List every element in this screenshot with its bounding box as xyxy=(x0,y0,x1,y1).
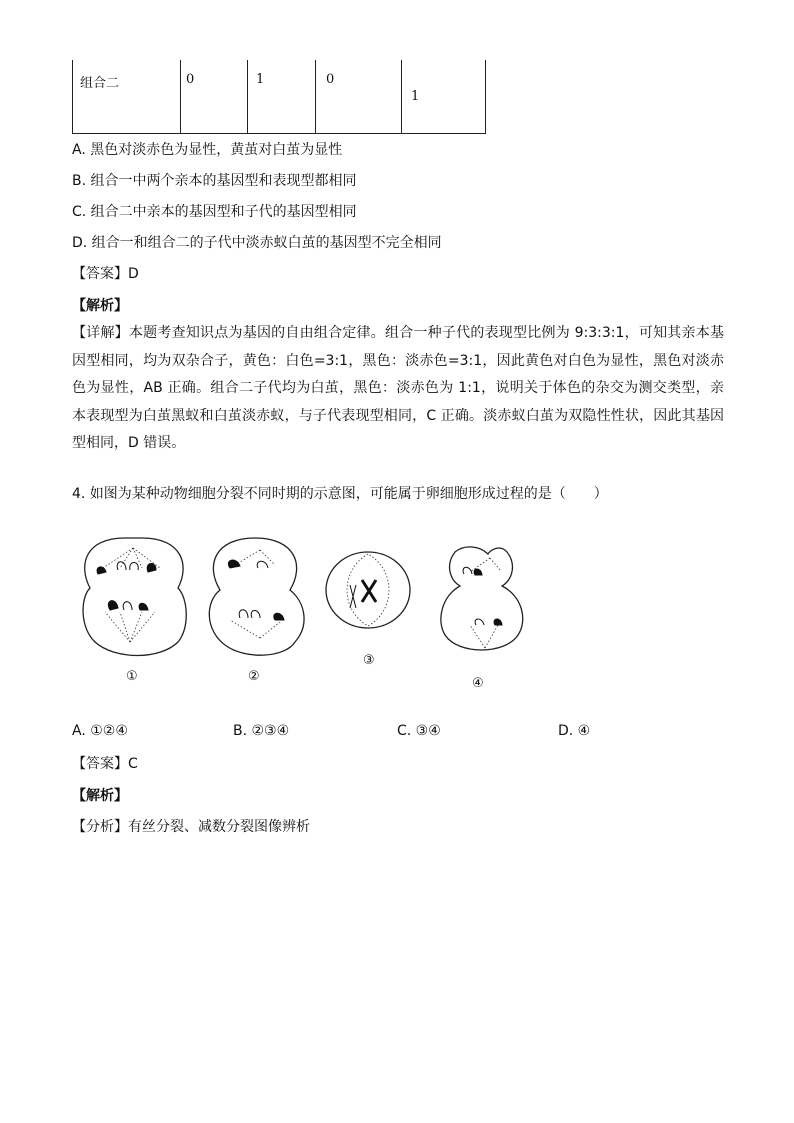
table-divider xyxy=(180,60,181,134)
option-a: A. 黑色对淡赤色为显性，黄茧对白茧为显性 xyxy=(72,142,343,158)
table-divider xyxy=(401,60,402,134)
table-divider xyxy=(315,60,316,134)
table-cell: 1 xyxy=(411,89,420,104)
table-cell: 0 xyxy=(326,72,335,87)
table-cell: 0 xyxy=(186,72,195,87)
detail-paragraph: 【详解】本题考查知识点为基因的自由组合定律。组合一种子代的表现型比例为 9:3:3:1，可知其亲本基因型相同，均为双杂合子，黄色：白色=3:1，黑色：淡赤色=3:1，因此黄色对白色为显性，黑色对淡赤色为显性，AB 正确。组合二子代均为白茧，黑色：淡赤色为 1:1，说明关于体色的杂交为测交类型，亲本表现型为白茧黑蚁和白茧淡赤蚁，与子代表现型相同，C 正确。淡赤蚁白茧为双隐性性状，因此其基因型相同，D 错误。 xyxy=(72,325,724,451)
q4-analysis-text: 【分析】有丝分裂、减数分裂图像辨析 xyxy=(72,819,310,835)
analysis-label: 【解析】 xyxy=(72,298,128,314)
cell-division-figure xyxy=(70,530,540,695)
option-d: D. 组合一和组合二的子代中淡赤蚁白茧的基因型不完全相同 xyxy=(72,235,442,251)
question-4-stem: 4. 如图为某种动物细胞分裂不同时期的示意图，可能属于卵细胞形成过程的是（ ） xyxy=(72,486,608,502)
figure-label-3: ③ xyxy=(363,653,375,668)
data-table xyxy=(72,60,486,134)
figure-label-1: ① xyxy=(126,669,138,684)
q4-option-c: C. ③④ xyxy=(397,723,441,739)
table-border xyxy=(485,60,486,134)
figure-label-2: ② xyxy=(248,669,260,684)
q4-option-d: D. ④ xyxy=(558,723,591,739)
option-b: B. 组合一中两个亲本的基因型和表现型都相同 xyxy=(72,173,357,189)
figure-label-4: ④ xyxy=(472,676,484,691)
cell-4-membrane xyxy=(441,547,523,650)
q4-answer-label: 【答案】C xyxy=(72,756,138,772)
table-divider xyxy=(247,60,248,134)
option-c: C. 组合二中亲本的基因型和子代的基因型相同 xyxy=(72,204,357,220)
table-border xyxy=(72,60,73,134)
cell-1-membrane xyxy=(83,538,186,656)
table-bottom-border xyxy=(72,133,486,134)
cell-2-membrane xyxy=(209,538,304,655)
answer-label: 【答案】D xyxy=(72,266,139,282)
table-row-label: 组合二 xyxy=(80,76,120,91)
table-cell: 1 xyxy=(256,72,265,87)
q4-analysis-label: 【解析】 xyxy=(72,788,128,804)
q4-option-b: B. ②③④ xyxy=(233,723,290,739)
q4-option-a: A. ①②④ xyxy=(72,723,128,739)
